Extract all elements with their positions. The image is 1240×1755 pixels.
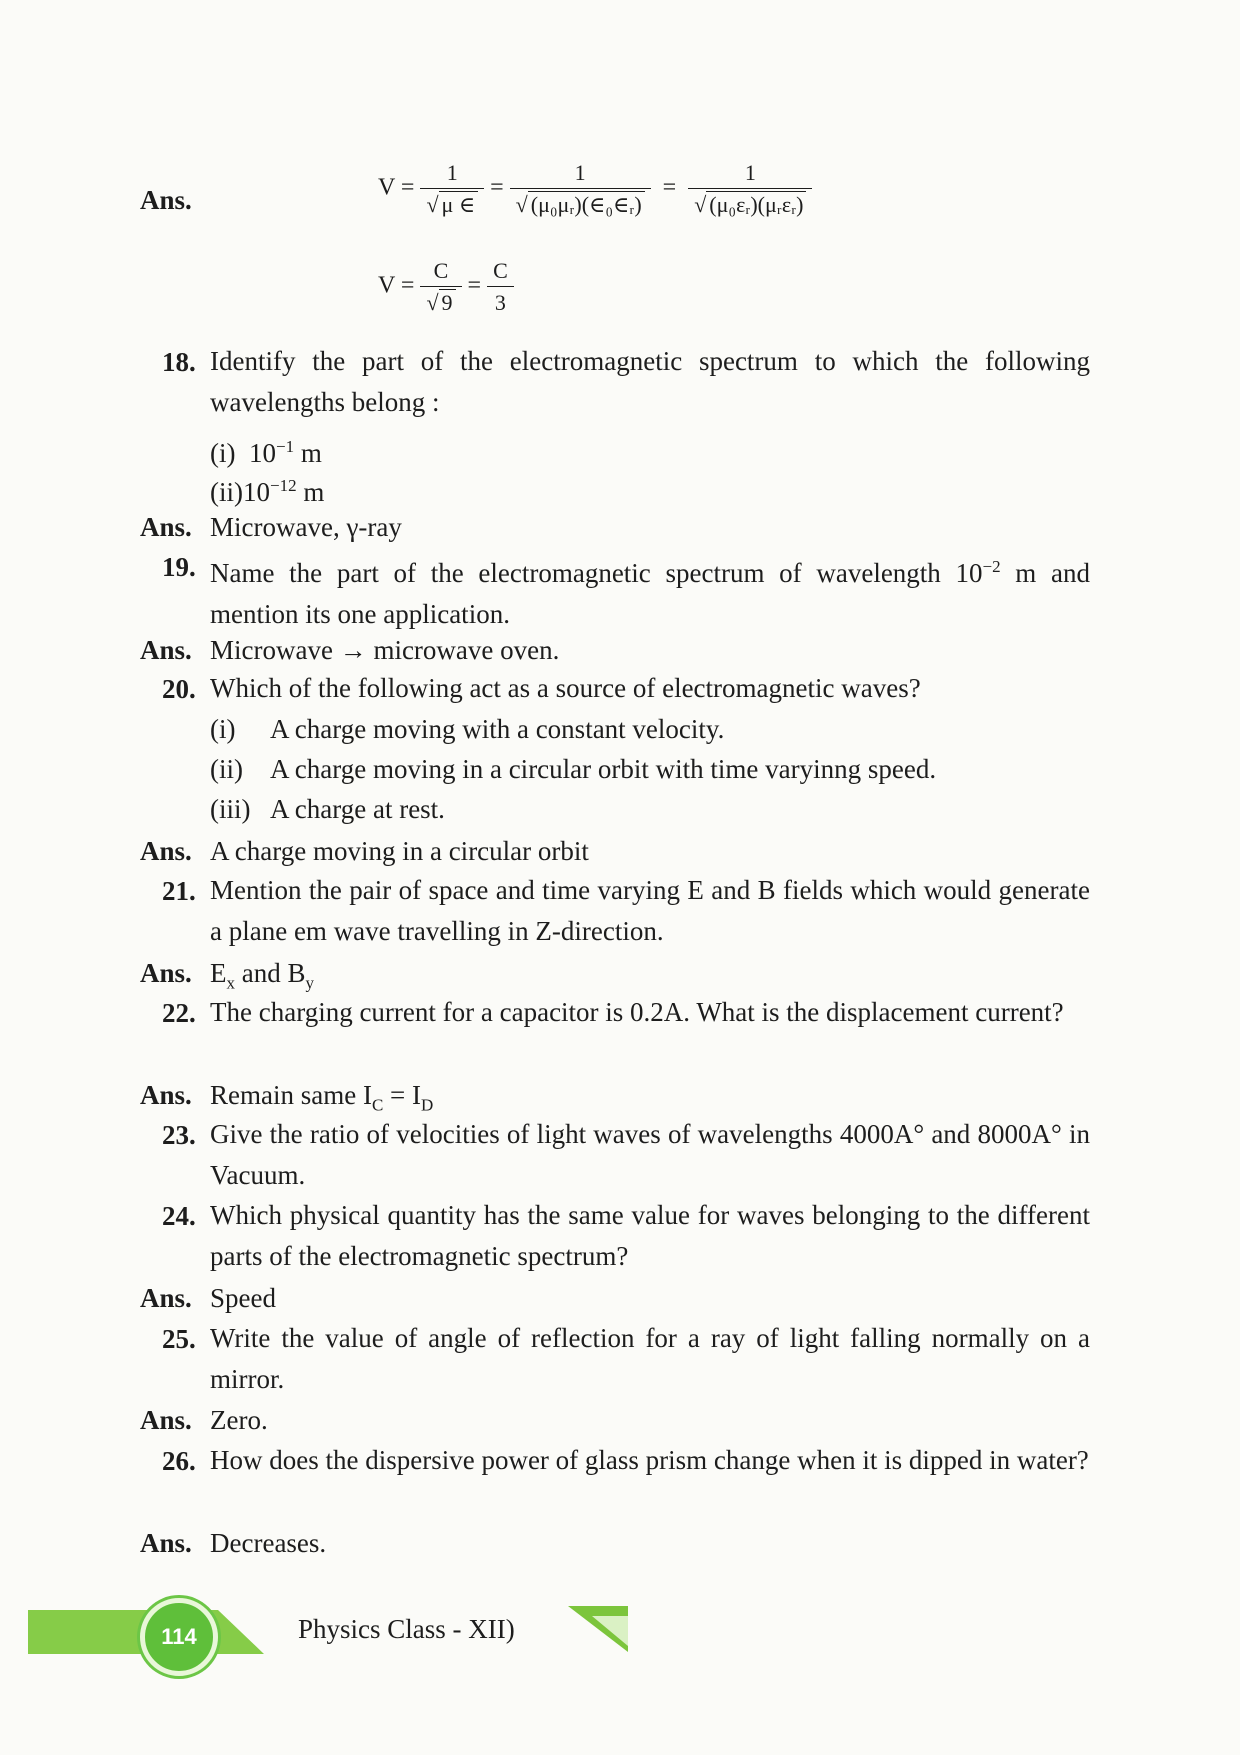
numerator: 1	[688, 160, 812, 189]
unit: m	[300, 438, 322, 468]
ans-label: Ans.	[140, 958, 192, 988]
question-number: 20.	[162, 674, 196, 704]
option-label: (i)	[210, 438, 236, 468]
question-number: 19.	[162, 552, 196, 582]
answer-part: B	[287, 958, 306, 988]
formula-eq: =	[400, 174, 415, 201]
subscript: x	[226, 973, 235, 993]
question-text: Which physical quantity has the same value for waves belonging to the different parts of the electromagnetic spectrum?	[210, 1200, 1090, 1271]
formula-eq: =	[662, 174, 677, 201]
question-text: Which of the following act as a source of electromagnetic waves?	[210, 673, 921, 703]
option-value: 10	[248, 438, 276, 468]
question-text: Write the value of angle of reflection for a ray of light falling normally on a mirror.	[210, 1323, 1090, 1394]
question-number: 21.	[162, 876, 196, 906]
denominator: √ 9	[420, 287, 461, 316]
option-ii	[210, 469, 324, 509]
answer-part: E	[210, 958, 227, 988]
numerator: C	[487, 258, 514, 287]
fraction-1	[420, 160, 484, 218]
question-number: 18.	[162, 347, 196, 377]
option-text: A charge moving in a circular orbit with time varyinng speed.	[270, 754, 937, 784]
answer-part: = I	[383, 1080, 422, 1110]
subscript: y	[305, 973, 314, 993]
option-label: (ii)	[210, 477, 243, 507]
option-value: 10	[243, 477, 270, 507]
question-text-part: Name the part of the electromagnetic spectrum of wavelength 10	[210, 558, 983, 588]
ans-label: Ans.	[140, 512, 192, 542]
question-text: Identify the part of the electromagnetic spectrum to which the following wavelengths belong :	[210, 346, 1090, 417]
denominator: √ μ ∈	[420, 189, 484, 218]
question-text: How does the dispersive power of glass prism change when it is dipped in water?	[210, 1445, 1089, 1475]
radicand: (μ₀μᵣ)(∈₀∈ᵣ)	[528, 191, 645, 217]
fraction-c-root9	[420, 258, 461, 316]
answer-part: Remain same I	[210, 1080, 372, 1110]
ans-label: Ans.	[140, 185, 192, 215]
fraction-3	[688, 160, 812, 218]
option-ii	[210, 752, 936, 786]
formula-eq: =	[490, 174, 504, 201]
numerator: 1	[510, 160, 651, 189]
page-number: 114	[161, 1624, 197, 1649]
velocity-formula	[378, 160, 812, 218]
option-text: A charge at rest.	[270, 794, 445, 824]
formula-eq: =	[400, 272, 415, 299]
radicand: (μ₀εᵣ)(μᵣεᵣ)	[706, 191, 806, 217]
numerator: C	[420, 258, 461, 287]
numerator: 1	[420, 160, 484, 189]
exponent: −12	[270, 476, 297, 495]
answer-text: Microwave → microwave oven.	[210, 635, 560, 665]
question-number: 25.	[162, 1324, 196, 1354]
option-text: A charge moving with a constant velocity.	[270, 714, 725, 744]
answer-text: Speed	[210, 1283, 276, 1313]
answer-text: Decreases.	[210, 1528, 327, 1558]
option-iii	[210, 792, 445, 826]
option-label: (i)	[210, 714, 236, 744]
subscript: D	[421, 1095, 434, 1115]
ans-label: Ans.	[140, 1528, 192, 1558]
question-text-part: m and mention its one application.	[210, 558, 1090, 629]
formula-v: V	[378, 174, 395, 201]
unit: m	[303, 477, 325, 507]
ans-label: Ans.	[140, 836, 192, 866]
corner-fold-icon	[568, 1606, 628, 1652]
question-text: Mention the pair of space and time varying E and B fields which would generate a plane em wave travelling in Z-direction.	[210, 875, 1090, 946]
denominator: 3	[494, 290, 506, 315]
option-label: (ii)	[210, 754, 243, 784]
ans-label: Ans.	[140, 1405, 192, 1435]
subscript: C	[371, 1095, 384, 1115]
ans-label: Ans.	[140, 1080, 192, 1110]
question-text: Give the ratio of velocities of light waves of wavelengths 4000A° and 8000A° in Vacuum.	[210, 1119, 1090, 1190]
radicand: μ ∈	[439, 191, 479, 217]
exponent: −2	[982, 557, 1001, 576]
question-text	[210, 546, 1090, 635]
answer-text: A charge moving in a circular orbit	[210, 836, 589, 866]
ans-label: Ans.	[140, 635, 192, 665]
question-number: 26.	[162, 1446, 196, 1476]
question-number: 22.	[162, 998, 196, 1028]
answer-text: Microwave, γ-ray	[210, 512, 402, 542]
fraction-2	[510, 160, 651, 218]
answer-text: Zero.	[210, 1405, 268, 1435]
fraction-c-3	[487, 258, 514, 316]
question-number: 24.	[162, 1201, 196, 1231]
footer-title: Physics Class - XII)	[298, 1614, 515, 1644]
formula-eq: =	[467, 272, 482, 299]
ans-label: Ans.	[140, 1283, 192, 1313]
radicand: 9	[439, 289, 456, 315]
answer-part: and	[235, 958, 288, 988]
option-i	[210, 712, 724, 746]
velocity-result	[378, 258, 514, 316]
page-number-badge	[140, 1598, 218, 1676]
option-label: (iii)	[210, 794, 251, 824]
exponent: −1	[275, 437, 295, 456]
option-i	[210, 430, 322, 470]
denominator: √ (μ₀μᵣ)(∈₀∈ᵣ)	[510, 189, 651, 218]
question-text: The charging current for a capacitor is 0.2A. What is the displacement current?	[210, 997, 1064, 1027]
question-number: 23.	[162, 1120, 196, 1150]
denominator: √ (μ₀εᵣ)(μᵣεᵣ)	[688, 189, 812, 218]
formula-v: V	[378, 272, 395, 299]
